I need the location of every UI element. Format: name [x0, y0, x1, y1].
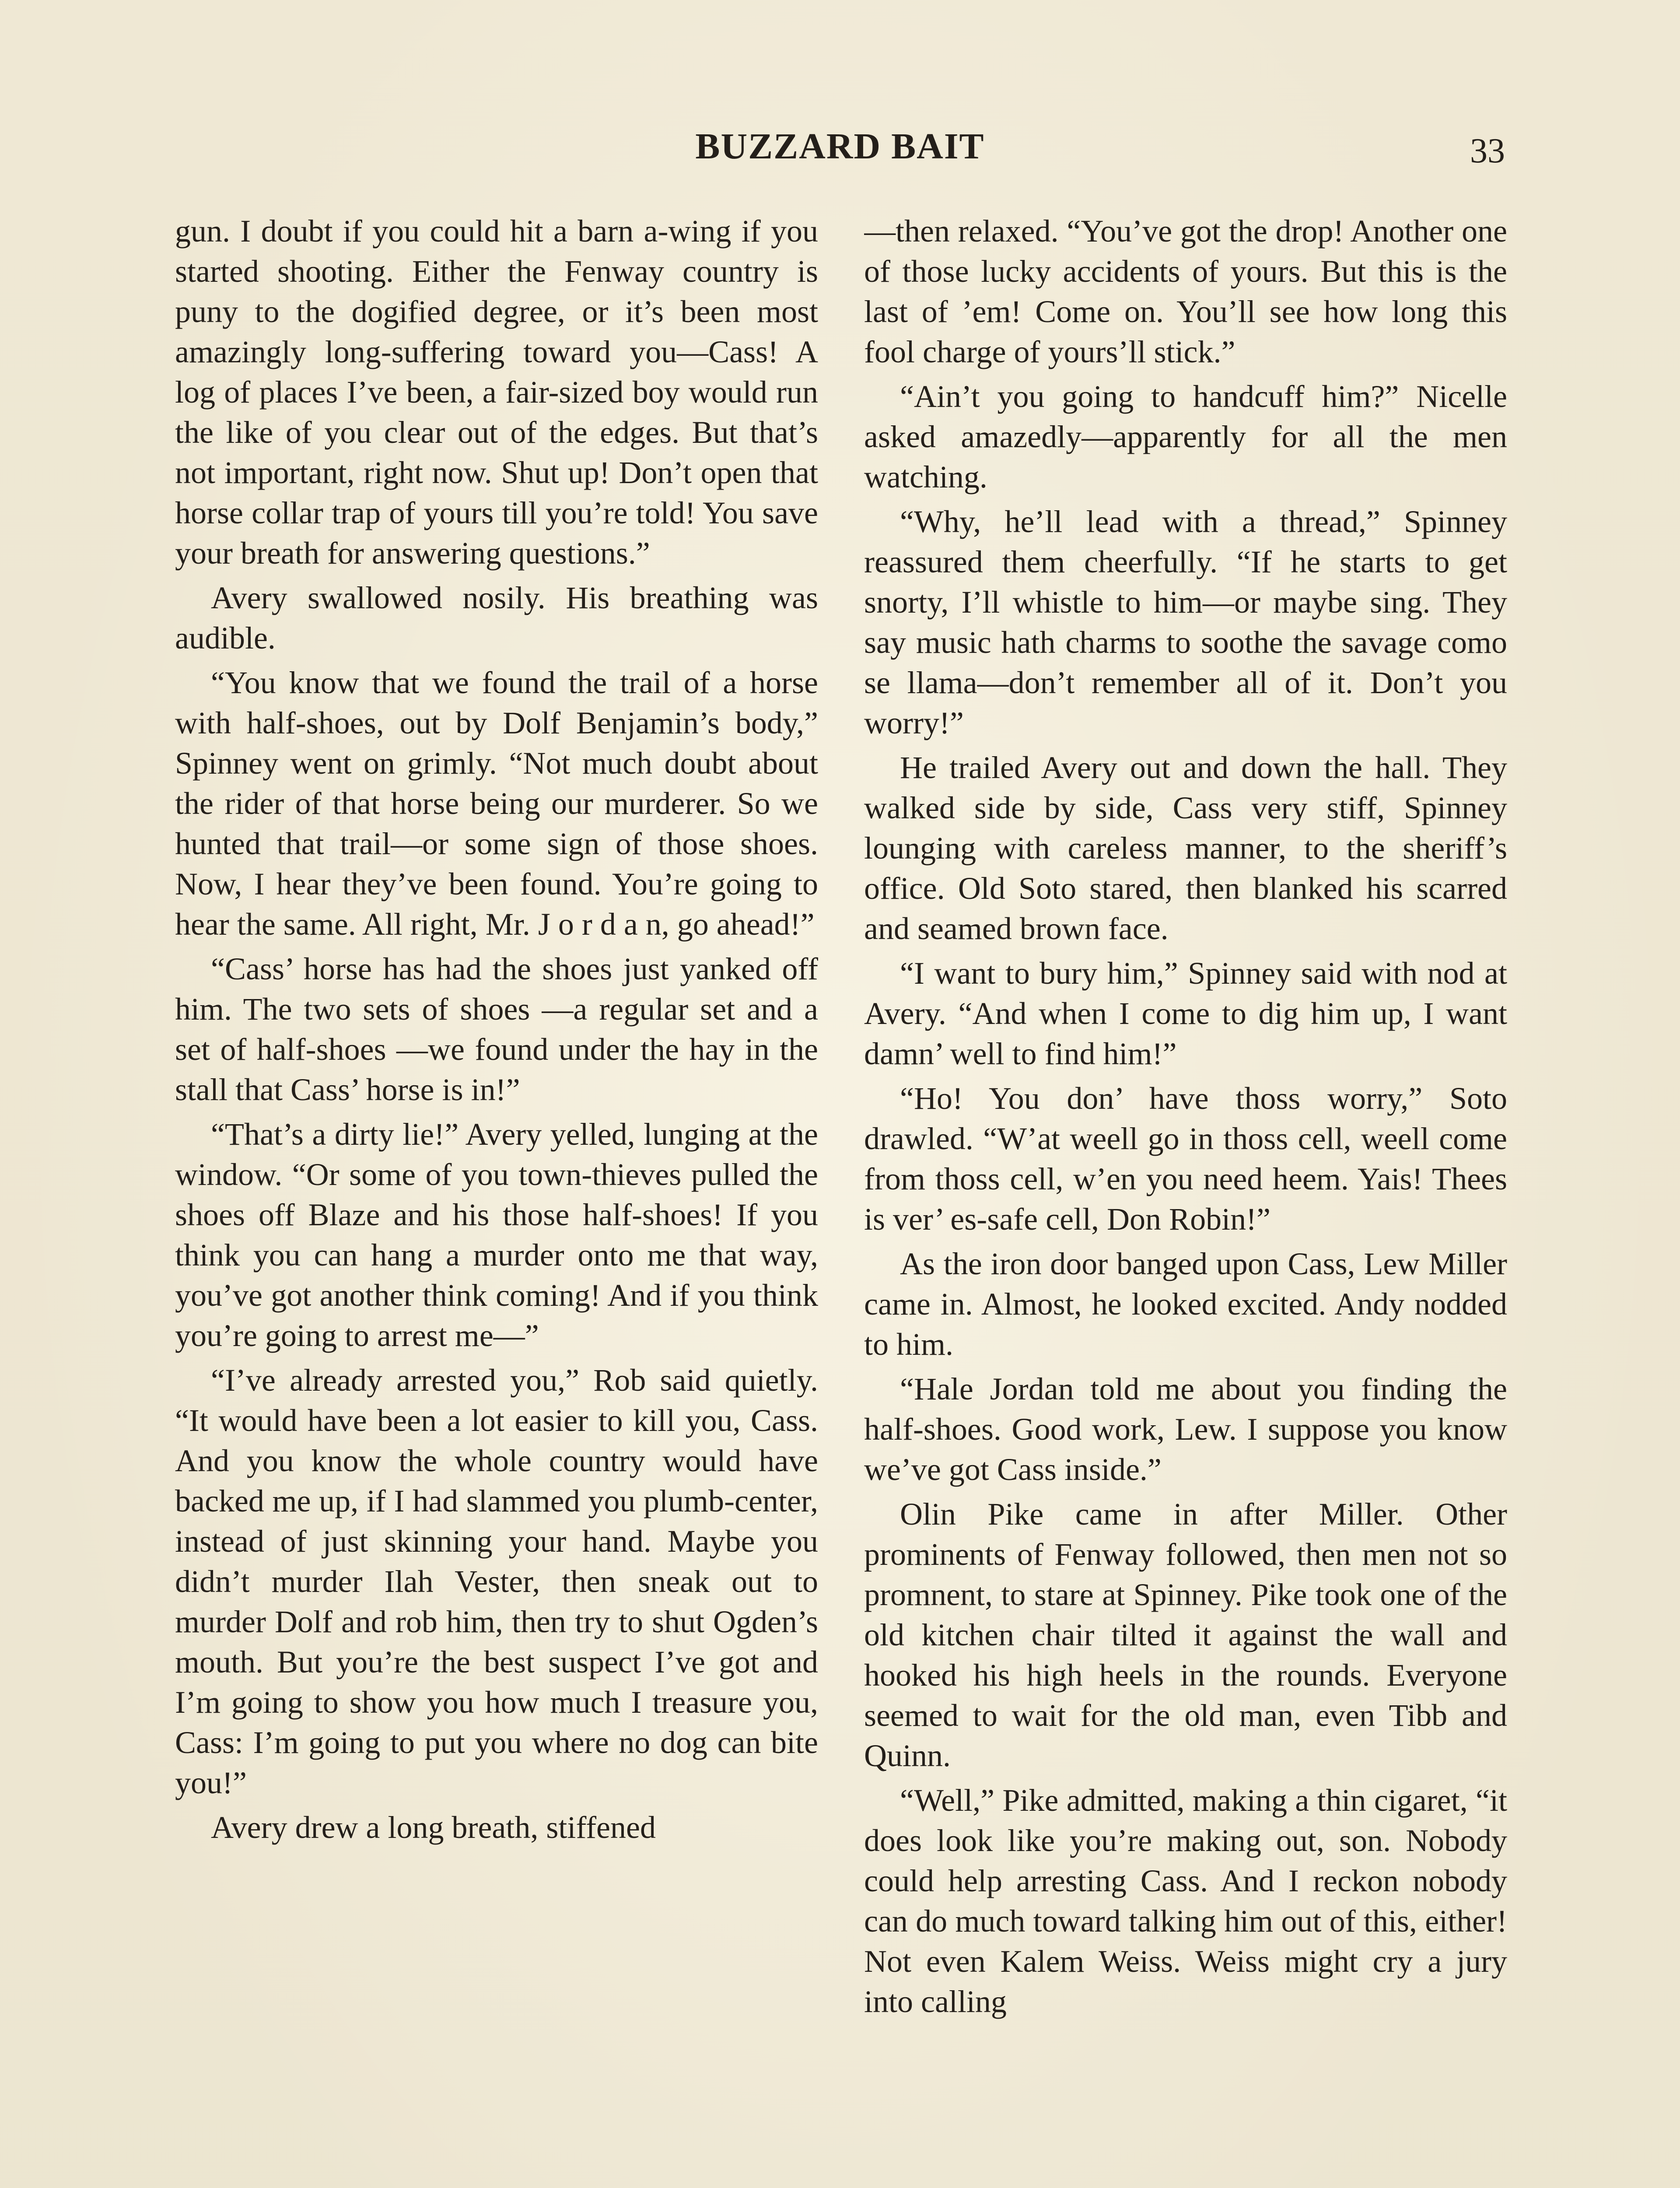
paragraph: As the iron door banged upon Cass, Lew Miller came in. Almost, he looked excited. Andy nodded to him. — [864, 1246, 1507, 1362]
paragraph: “Hale Jordan told me about you finding the half-shoes. Good work, Lew. I suppose you know we’ve got Cass inside.” — [864, 1371, 1507, 1487]
paragraph: Avery drew a long breath, stiffened — [211, 1810, 656, 1845]
left-column — [175, 211, 818, 2188]
paragraph: He trailed Avery out and down the hall. They walked side by side, Cass very stiff, Spinney lounging with careless manner, to the sheriff’s office. Old Soto stared, then blanked his scarred and seamed brown face. — [864, 750, 1507, 946]
running-title: BUZZARD BAIT — [695, 126, 985, 167]
paragraph: “I’ve already arrested you,” Rob said quietly. “It would have been a lot easier to kill you, Cass. And you know the whole country would have backed me up, if I had slammed you plumb-center, instead of just skinning your hand. Maybe you didn’t murder Ilah Vester, then sneak out to murder Dolf and rob him, then try to shut Ogden’s mouth. But you’re the best suspect I’ve got and I’m going to show you how much I treasure you, Cass: I’m going to put you where no dog can bite you!” — [175, 1363, 818, 1800]
paragraph: “I want to bury him,” Spinney said with nod at Avery. “And when I come to dig him up, I want damn’ well to find him!” — [864, 956, 1507, 1071]
paragraph: “Ain’t you going to handcuff him?” Nicelle asked amazedly—apparently for all the men watching. — [864, 379, 1507, 494]
paragraph: —then relaxed. “You’ve got the drop! Another one of those lucky accidents of yours. But this is the last of ’em! Come on. You’ll see how long this fool charge of yours’ll stick.” — [864, 214, 1507, 369]
paragraph: Avery swallowed nosily. His breathing was audible. — [175, 580, 818, 656]
paragraph: “Well,” Pike admitted, making a thin cigaret, “it does look like you’re making out, son. Nobody could help arresting Cass. And I reckon nobody can do much toward talking him out of this, either! Not even Kalem Weiss. Weiss might cry a jury into calling — [864, 1783, 1507, 2019]
paragraph: “You know that we found the trail of a horse with half-shoes, out by Dolf Benjamin’s body,” Spinney went on grimly. “Not much doubt about the rider of that horse being our murderer. So we hunted that trail—or some sign of those shoes. Now, I hear they’ve been found. You’re going to hear the same. All right, Mr. J o r d a n, go ahead!” — [175, 665, 818, 942]
paragraph: Olin Pike came in after Miller. Other prominents of Fenway followed, then men not so promnent, to stare at Spinney. Pike took one of the old kitchen chair tilted it against the wall and hooked his high heels in the rounds. Everyone seemed to wait for the old man, even Tibb and Quinn. — [864, 1497, 1507, 1773]
paragraph: “That’s a dirty lie!” Avery yelled, lunging at the window. “Or some of you town-thieves pulled the shoes off Blaze and his those half-shoes! If you think you can hang a murder onto me that way, you’ve got another think coming! And if you think you’re going to arrest me—” — [175, 1117, 818, 1353]
page-header — [175, 125, 1505, 173]
paragraph: gun. I doubt if you could hit a barn a-wing if you started shooting. Either the Fenway country is puny to the dogified degree, or it’s been most amazingly long-suffering toward you—Cass! A log of places I’ve been, a fair-sized boy would run the like of you clear out of the edges. But that’s not important, right now. Shut up! Don’t open that horse collar trap of yours till you’re told! You save your breath for answering questions.” — [175, 214, 818, 571]
right-column — [864, 211, 1507, 2188]
paragraph: “Why, he’ll lead with a thread,” Spinney reassured them cheerfully. “If he starts to get snorty, I’ll whistle to him—or maybe sing. They say music hath charms to soothe the savage como se llama—don’t remember all of it. Don’t you worry!” — [864, 504, 1507, 740]
paragraph: “Cass’ horse has had the shoes just yanked off him. The two sets of shoes —a regular set and a set of half-shoes —we found under the hay in the stall that Cass’ horse is in!” — [175, 951, 818, 1107]
page-number: 33 — [1470, 132, 1505, 170]
paragraph: “Ho! You don’ have thoss worry,” Soto drawled. “W’at weell go in thoss cell, weell come from thoss cell, w’en you need heem. Yais! Thees is ver’ es-safe cell, Don Robin!” — [864, 1081, 1507, 1237]
